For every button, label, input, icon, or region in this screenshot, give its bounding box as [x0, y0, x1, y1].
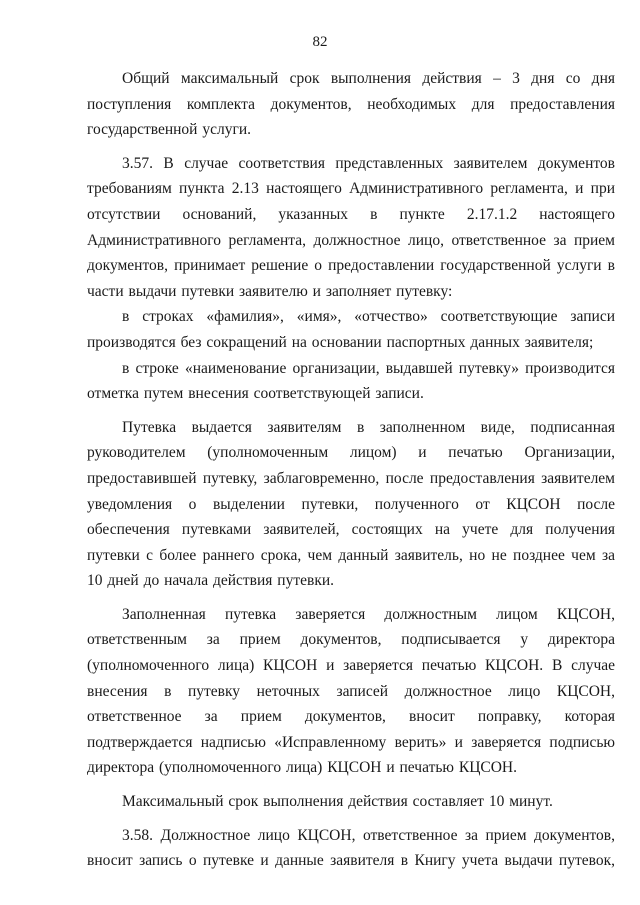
- page-number: 82: [312, 34, 328, 50]
- paragraph-3-58: 3.58. Должностное лицо КЦСОН, ответственное за прием документов, вносит запись о путевке и данные заявителя в Книгу учета выдачи путевок,: [87, 826, 615, 870]
- paragraph-voucher-issue: Путевка выдается заявителям в заполненном виде, подписанная руководителем (уполномоченным лицом) и печатью Организации, предоставившей путевку, заблаговременно, после предоставления заявителем уведомления о выделении путевки, полученного от КЦСОН после обеспечения путевками заявителей, состоящих на учете для получения путевки с более раннего срока, чем данный заявитель, но не позднее чем за 10 дней до начала действия путевки.: [87, 418, 615, 590]
- paragraph-organization-field: в строке «наименование организации, выдавшей путевку» производится отметка путем внесения соответствующей записи.: [87, 359, 615, 403]
- paragraph-3-57: 3.57. В случае соответствия представленных заявителем документов требованиям пункта 2.13 настоящего Административного регламента, и при отсутствии оснований, указанных в пункте 2.17.1.2 настоящего Административного регламента, должностное лицо, ответственное за прием документов, принимает решение о предоставлении государственной услуги в части выдачи путевки заявителю и заполняет путевку:: [87, 154, 615, 300]
- paragraph-max-time: Максимальный срок выполнения действия составляет 10 минут.: [122, 793, 553, 811]
- paragraph-voucher-certification: Заполненная путевка заверяется должностным лицом КЦСОН, ответственным за прием документов, подписывается у директора (уполномоченного лица) КЦСОН и заверяется печатью КЦСОН. В случае внесения в путевку неточных записей должностное лицо КЦСОН, ответственное за прием документов, вносит поправку, которая подтверждается надписью «Исправленному верить» и заверяется подписью директора (уполномоченного лица) КЦСОН и печатью КЦСОН.: [87, 605, 615, 777]
- paragraph-deadline: Общий максимальный срок выполнения действия – 3 дня со дня поступления комплекта документов, необходимых для предоставления государственной услуги.: [87, 70, 615, 139]
- paragraph-name-fields: в строках «фамилия», «имя», «отчество» соответствующие записи производятся без сокращений на основании паспортных данных заявителя;: [87, 308, 615, 351]
- document-body: [87, 66, 615, 874]
